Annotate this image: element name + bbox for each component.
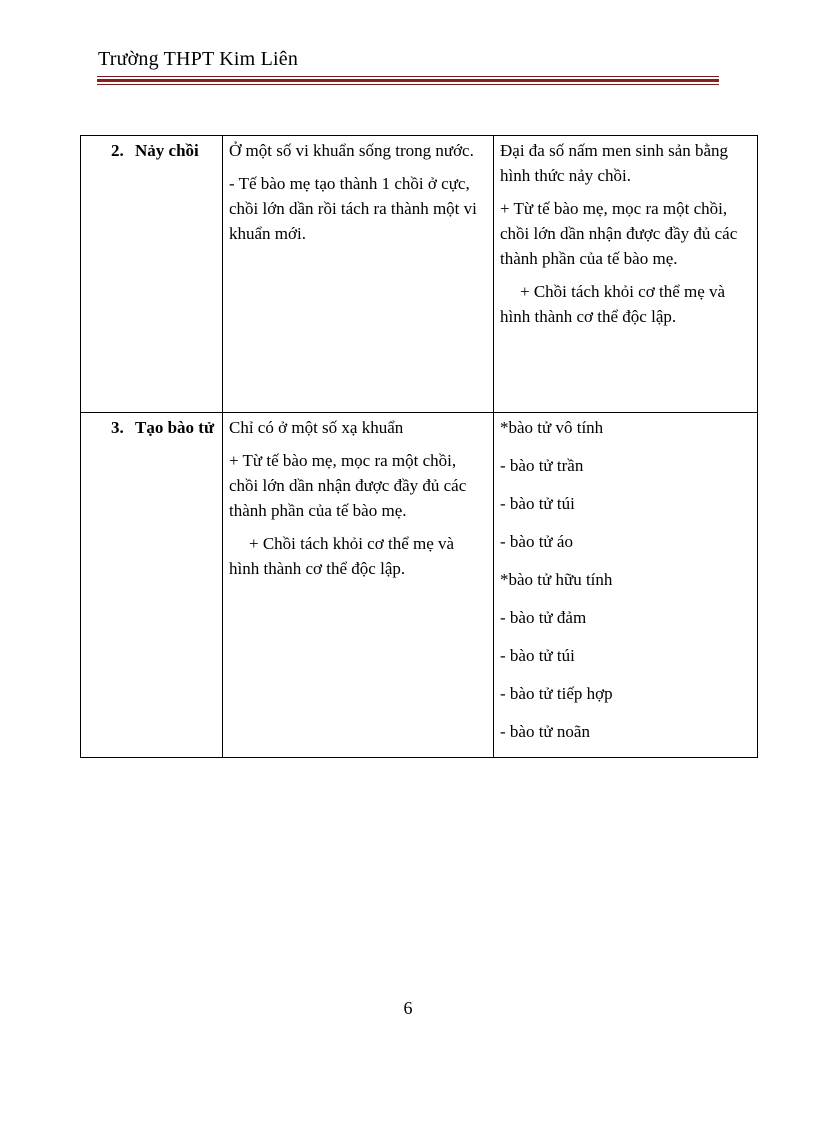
list-item: - bào tử đảm — [500, 608, 587, 627]
fungi-cell — [494, 136, 758, 413]
paragraph: + Chồi tách khỏi cơ thể mẹ và hình thành cơ thể độc lập. — [500, 282, 726, 326]
paragraph: + Từ tế bào mẹ, mọc ra một chồi, chồi lớn dần nhận được đầy đủ các thành phần của tế bào mẹ. — [229, 451, 467, 520]
list-item: - bào tử túi — [500, 646, 575, 665]
method-label: Tạo bào tử — [135, 418, 215, 437]
method-cell — [81, 136, 223, 413]
list-item: - bào tử trần — [500, 456, 584, 475]
paragraph: Đại đa số nấm men sinh sản bằng hình thức nảy chồi. — [500, 141, 729, 185]
bacteria-cell — [223, 413, 494, 758]
table-row-spore — [81, 413, 758, 758]
method-number: 3. — [111, 418, 124, 437]
page-number: 6 — [403, 998, 413, 1018]
list-item: - bào tử tiếp hợp — [500, 684, 613, 703]
paragraph: - Tế bào mẹ tạo thành 1 chồi ở cực, chồi lớn dần rồi tách ra thành một vi khuẩn mới. — [229, 174, 477, 243]
method-cell — [81, 413, 223, 758]
table-row-budding — [81, 136, 758, 413]
reproduction-table — [80, 135, 758, 758]
list-item: - bào tử túi — [500, 494, 575, 513]
paragraph: + Từ tế bào mẹ, mọc ra một chồi, chồi lớn dần nhận được đầy đủ các thành phần của tế bào mẹ. — [500, 199, 738, 268]
paragraph: + Chồi tách khỏi cơ thể mẹ và hình thành cơ thể độc lập. — [229, 534, 455, 578]
list-item: - bào tử áo — [500, 532, 573, 551]
paragraph: Ở một số vi khuẩn sống trong nước. — [229, 141, 474, 160]
list-item: - bào tử noãn — [500, 722, 590, 741]
paragraph: Chỉ có ở một số xạ khuẩn — [229, 418, 404, 437]
method-label: Nảy chồi — [135, 141, 199, 160]
list-item: *bào tử hữu tính — [500, 570, 613, 589]
header-divider — [97, 76, 719, 85]
bacteria-cell — [223, 136, 494, 413]
list-item: *bào tử vô tính — [500, 418, 604, 437]
header-school-name: Trường THPT Kim Liên — [98, 48, 299, 70]
fungi-cell — [494, 413, 758, 758]
method-number: 2. — [111, 141, 124, 160]
